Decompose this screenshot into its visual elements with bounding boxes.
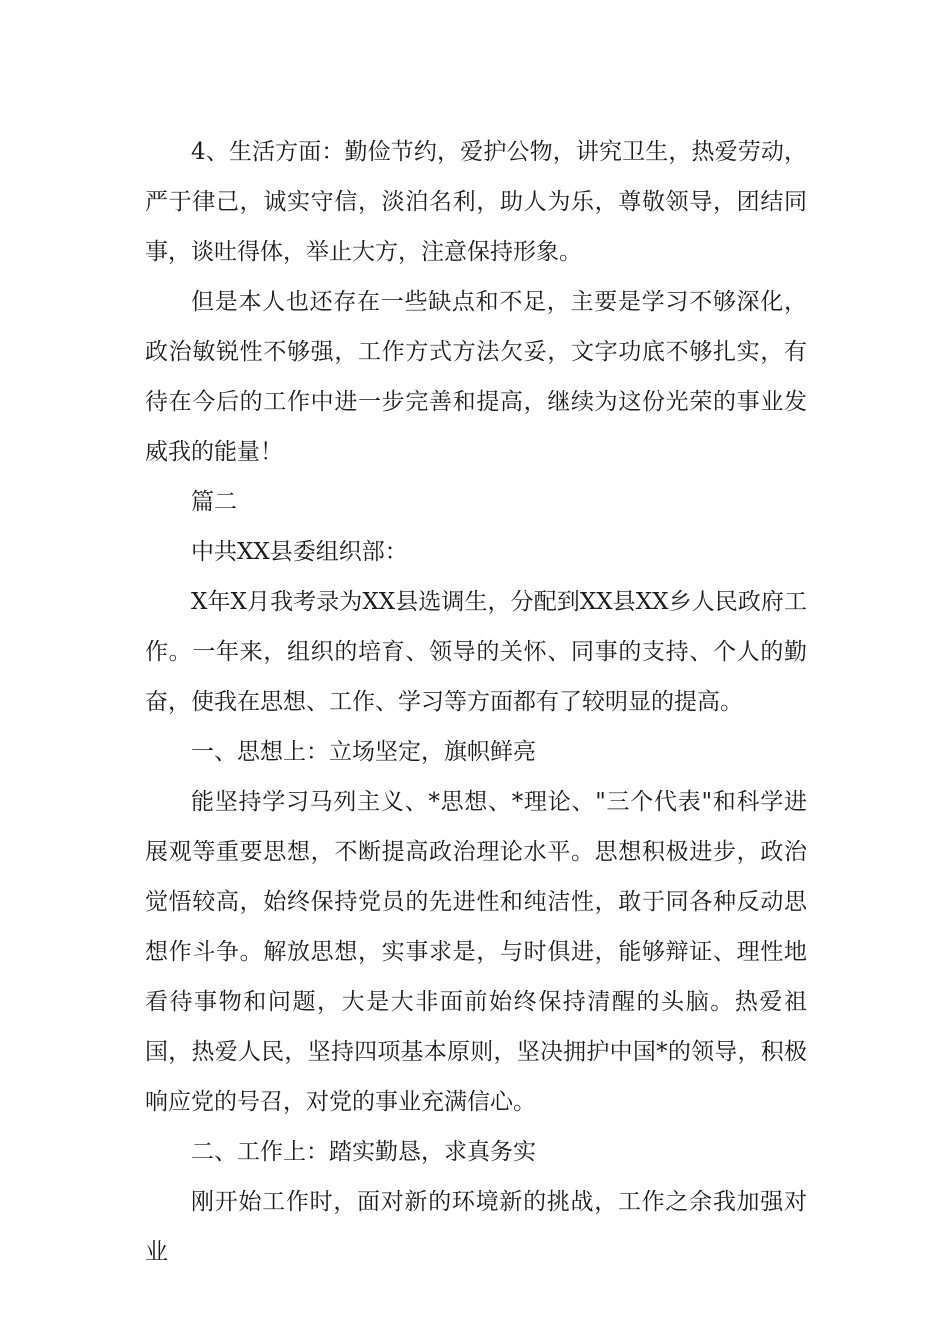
paragraph-work: 刚开始工作时，面对新的环境新的挑战，工作之余我加强对业 [145,1189,807,1265]
section-heading-part-two: 篇二 [191,489,237,515]
paragraph-introduction: X年X月我考录为XX县选调生，分配到XX县XX乡人民政府工作。一年来，组织的培育、领导的关怀、同事的支持、个人的勤奋，使我在思想、工作、学习等方面都有了较明显的提高。 [145,589,807,715]
document-body [145,127,807,1277]
salutation: 中共XX县委组织部： [191,539,408,565]
paragraph-shortcomings: 但是本人也还存在一些缺点和不足，主要是学习不够深化，政治敏锐性不够强，工作方式方法欠妥，文字功底不够扎实，有待在今后的工作中进一步完善和提高，继续为这份光荣的事业发威我的能量！ [145,289,807,465]
heading-work: 二、工作上：踏实勤恳，求真务实 [191,1139,536,1165]
heading-ideology: 一、思想上：立场坚定，旗帜鲜亮 [191,739,536,765]
paragraph-life-aspect: 4、生活方面：勤俭节约，爱护公物，讲究卫生，热爱劳动，严于律己，诚实守信，淡泊名利，助人为乐，尊敬领导，团结同事，谈吐得体，举止大方，注意保持形象。 [145,139,807,265]
paragraph-ideology: 能坚持学习马列主义、*思想、*理论、"三个代表"和科学进展观等重要思想，不断提高政治理论水平。思想积极进步，政治觉悟较高，始终保持党员的先进性和纯洁性，敢于同各种反动思想作斗争。解放思想，实事求是，与时俱进，能够辩证、理性地看待事物和问题，大是大非面前始终保持清醒的头脑。热爱祖国，热爱人民，坚持四项基本原则，坚决拥护中国*的领导，积极响应党的号召，对党的事业充满信心。 [145,789,807,1115]
